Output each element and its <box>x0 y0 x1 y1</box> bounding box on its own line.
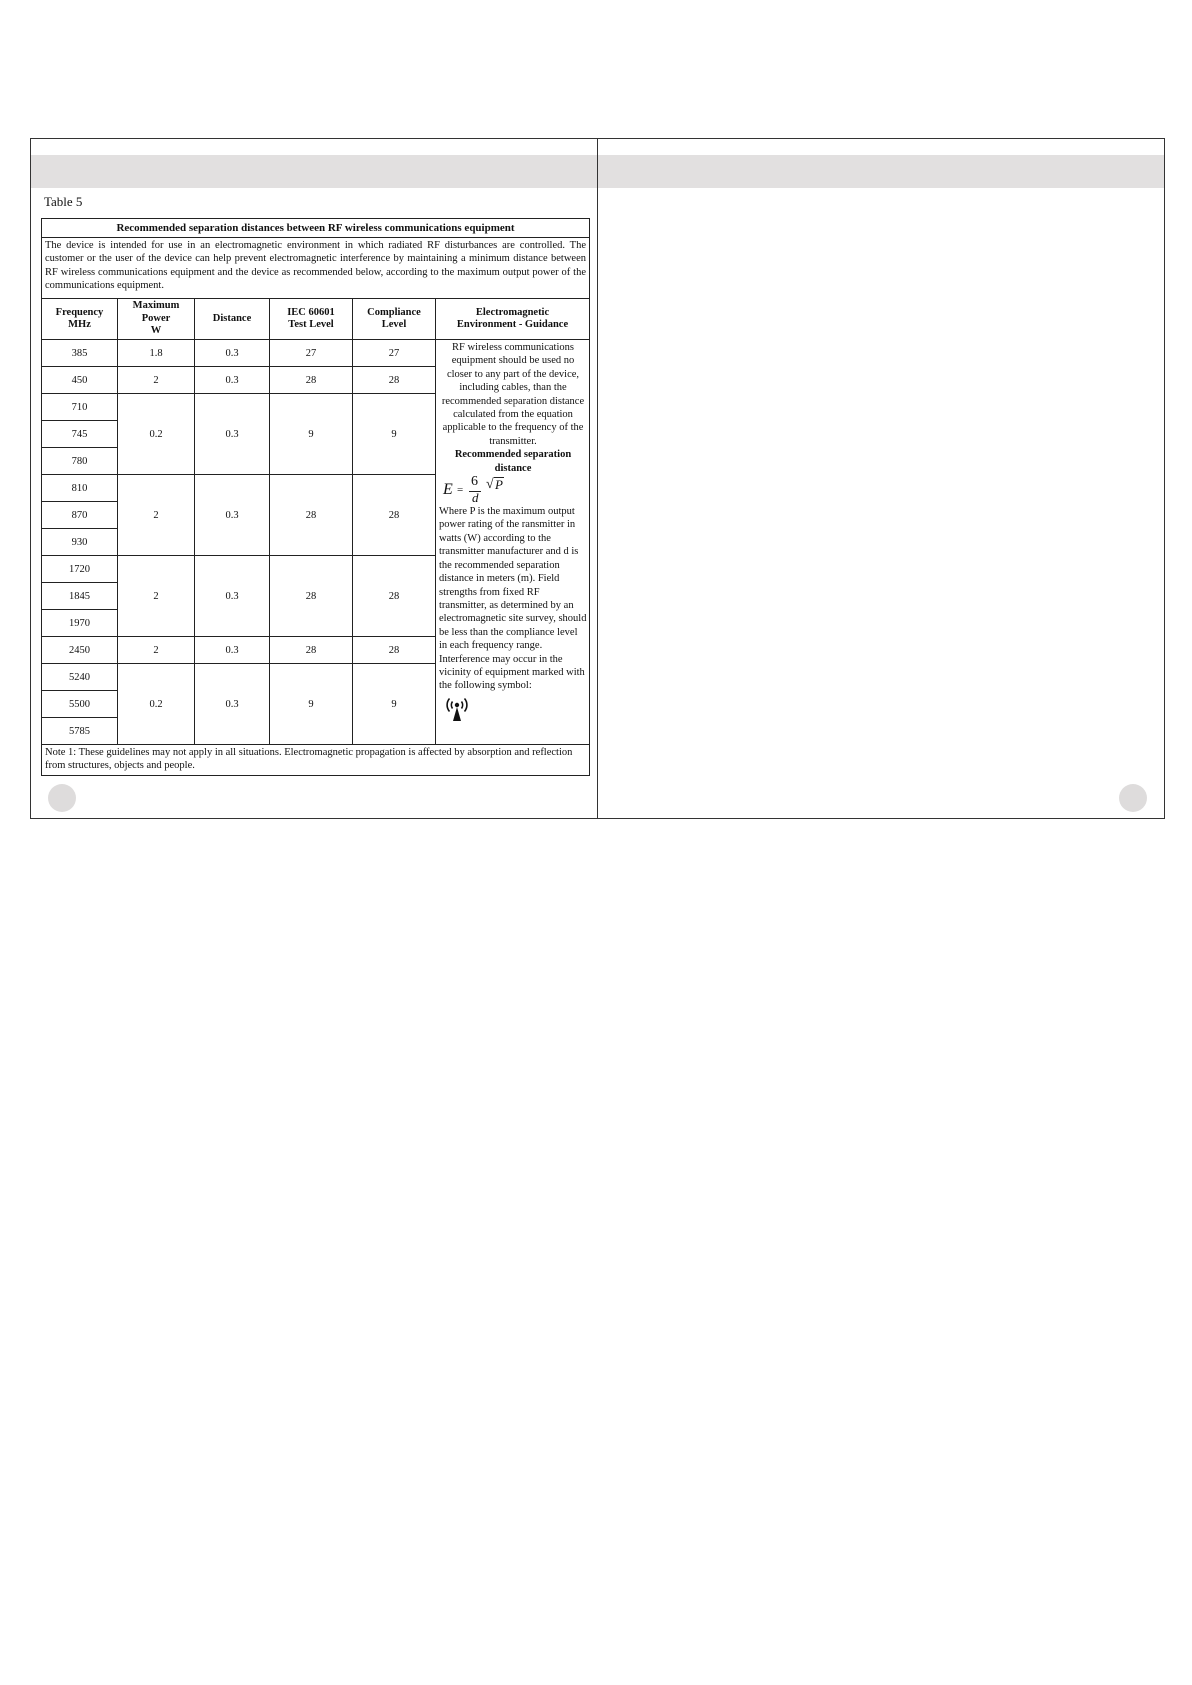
rf-separation-table <box>41 218 590 776</box>
compliance-cell: 28 <box>353 475 436 556</box>
compliance-cell: 27 <box>353 340 436 367</box>
distance-cell: 0.3 <box>195 556 270 637</box>
left-page <box>31 139 598 818</box>
header-power: Maximum Power W <box>118 299 195 340</box>
distance-cell: 0.3 <box>195 394 270 475</box>
guidance-explanation: Where P is the maximum output power rating of the ransmitter in watts (W) according to the transmitter manufacturer and d is the recommended separation distance in meters (m). Field strengths from fixed RF transmitter, as determined by an electromagnetic site survey, should be less than the compliance level in each frequency range. Interference may occur in the vicinity of equipment marked with the following symbol: <box>439 506 587 692</box>
guidance-heading: Recommended separation distance <box>454 449 572 474</box>
non-ionizing-radiation-icon <box>443 695 471 723</box>
header-guidance: Electromagnetic Environment - Guidance <box>436 299 590 340</box>
table-intro: The device is intended for use in an electromagnetic environment in which radiated RF disturbances are controlled. The customer or the user of the device can help prevent electromagnetic interference by maintaining a minimum distance between RF wireless communications equipment and the device as recommended below, according to the maximum output power of the communications equipment. <box>42 238 590 299</box>
table-caption: Recommended separation distances between RF wireless communications equipment <box>42 219 590 238</box>
distance-cell: 0.3 <box>195 475 270 556</box>
compliance-cell: 9 <box>353 394 436 475</box>
test-level-cell: 28 <box>270 556 353 637</box>
frequency-cell: 450 <box>42 367 118 394</box>
distance-cell: 0.3 <box>195 637 270 664</box>
header-band <box>31 155 597 188</box>
compliance-cell: 9 <box>353 664 436 745</box>
guidance-text: RF wireless communications equipment should be used no closer to any part of the device, including cables, than the recommended separation distance calculated from the equation applicable to the frequency of the transmitter. <box>441 342 585 447</box>
right-page <box>598 139 1164 818</box>
distance-cell: 0.3 <box>195 664 270 745</box>
frequency-cell: 5500 <box>42 691 118 718</box>
test-level-cell: 28 <box>270 637 353 664</box>
test-level-cell: 9 <box>270 664 353 745</box>
frequency-cell: 1845 <box>42 583 118 610</box>
frequency-cell: 2450 <box>42 637 118 664</box>
formula-denominator: d <box>472 490 479 506</box>
frequency-cell: 870 <box>42 502 118 529</box>
page-number-dot <box>48 784 76 812</box>
frequency-cell: 1720 <box>42 556 118 583</box>
power-cell: 1.8 <box>118 340 195 367</box>
power-cell: 0.2 <box>118 664 195 745</box>
formula-lhs: E <box>443 481 453 499</box>
formula-numerator: 6 <box>471 474 478 490</box>
header-compliance-level: Compliance Level <box>353 299 436 340</box>
formula-radicand: P <box>495 477 503 493</box>
frequency-cell: 385 <box>42 340 118 367</box>
frequency-cell: 5240 <box>42 664 118 691</box>
distance-cell: 0.3 <box>195 367 270 394</box>
compliance-cell: 28 <box>353 556 436 637</box>
power-cell: 2 <box>118 475 195 556</box>
page-number-dot <box>1119 784 1147 812</box>
frequency-cell: 930 <box>42 529 118 556</box>
header-frequency: Frequency MHz <box>42 299 118 340</box>
frequency-cell: 5785 <box>42 718 118 745</box>
power-cell: 2 <box>118 367 195 394</box>
table-label: Table 5 <box>44 194 83 209</box>
sqrt-sign: √ <box>486 477 494 493</box>
power-cell: 0.2 <box>118 394 195 475</box>
frequency-cell: 710 <box>42 394 118 421</box>
header-iec-test-level: IEC 60601 Test Level <box>270 299 353 340</box>
formula-equals: = <box>457 484 464 497</box>
test-level-cell: 28 <box>270 367 353 394</box>
compliance-cell: 28 <box>353 367 436 394</box>
separation-formula <box>439 475 587 505</box>
test-level-cell: 28 <box>270 475 353 556</box>
guidance-cell <box>436 340 590 745</box>
table-note: Note 1: These guidelines may not apply in all situations. Electromagnetic propagation is affected by absorption and reflection from structures, objects and people. <box>42 745 590 776</box>
frequency-cell: 745 <box>42 421 118 448</box>
distance-cell: 0.3 <box>195 340 270 367</box>
test-level-cell: 9 <box>270 394 353 475</box>
test-level-cell: 27 <box>270 340 353 367</box>
power-cell: 2 <box>118 637 195 664</box>
frequency-cell: 780 <box>42 448 118 475</box>
header-distance: Distance <box>195 299 270 340</box>
power-cell: 2 <box>118 556 195 637</box>
compliance-cell: 28 <box>353 637 436 664</box>
table-row <box>42 340 590 367</box>
frequency-cell: 810 <box>42 475 118 502</box>
frequency-cell: 1970 <box>42 610 118 637</box>
page-spread <box>30 138 1165 819</box>
header-band <box>598 155 1164 188</box>
